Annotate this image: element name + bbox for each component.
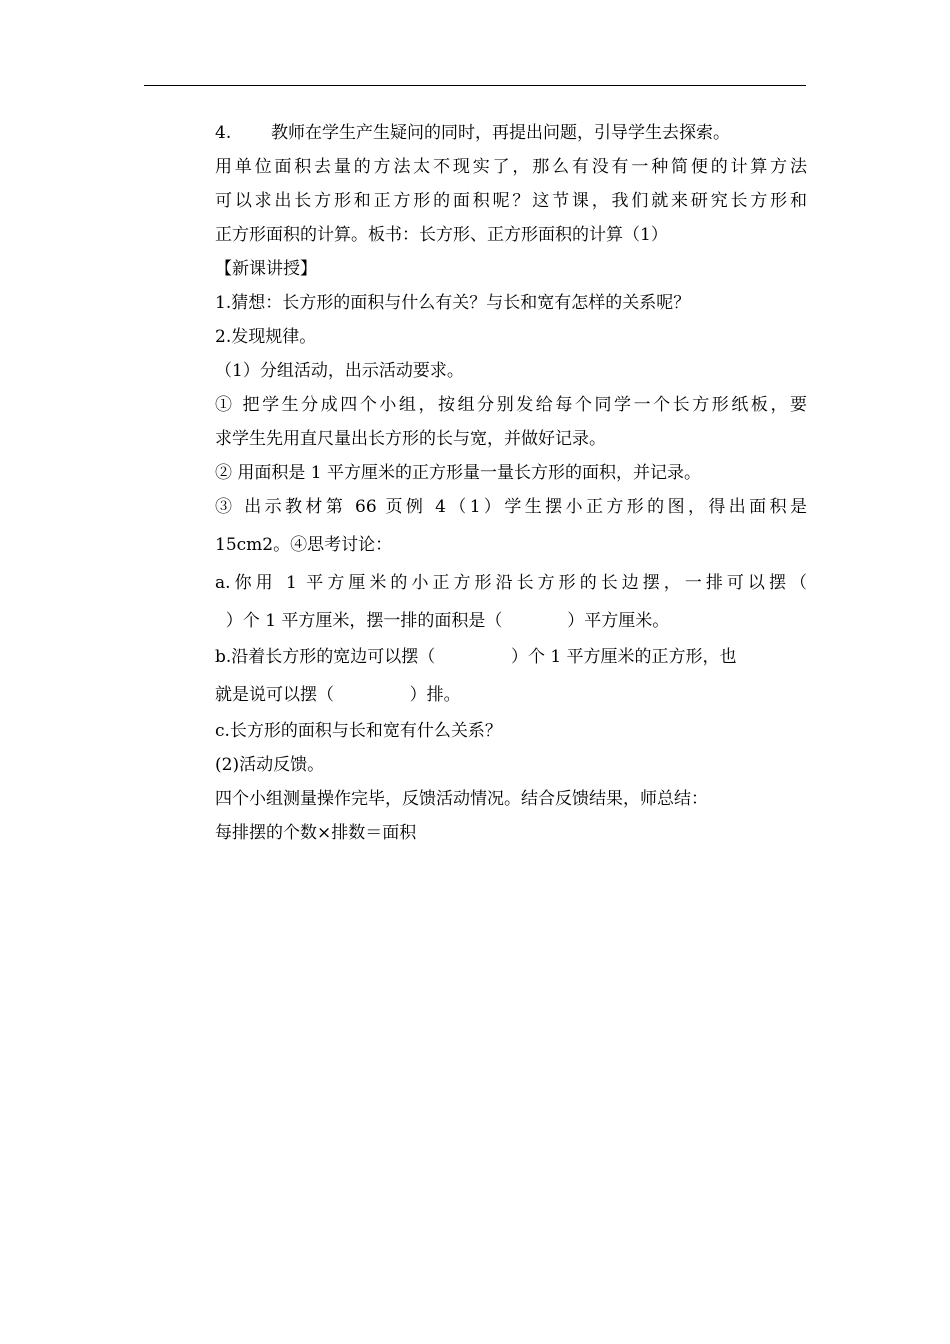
paragraph-line-19: (2)活动反馈。 [215, 755, 325, 775]
paragraph-line-4: 正方形面积的计算。板书：长方形、正方形面积的计算（1） [215, 225, 668, 245]
paragraph-line-3: 可以求出长方形和正方形的面积呢？这节课，我们就来研究长方形和 [215, 191, 807, 211]
paragraph-line-16: b.沿着长方形的宽边可以摆（ ）个 1 平方厘米的正方形，也 [215, 647, 737, 667]
header-rule [144, 85, 806, 86]
paragraph-line-11: ② 用面积是 1 平方厘米的正方形量一量长方形的面积，并记录。 [215, 463, 702, 483]
paragraph-line-9: ① 把学生分成四个小组，按组分别发给每个同学一个长方形纸板，要 [215, 395, 807, 415]
paragraph-line-10: 求学生先用直尺量出长方形的长与宽，并做好记录。 [215, 429, 606, 449]
paragraph-line-20: 四个小组测量操作完毕，反馈活动情况。结合反馈结果，师总结： [215, 789, 708, 809]
paragraph-line-14: a.你用 1 平方厘米的小正方形沿长方形的长边摆，一排可以摆（ [215, 573, 807, 593]
paragraph-line-18: c.长方形的面积与长和宽有什么关系？ [215, 721, 502, 741]
paragraph-text: 教师在学生产生疑问的同时，再提出问题，引导学生去探索。 [271, 123, 730, 143]
paragraph-line-2: 用单位面积去量的方法太不现实了，那么有没有一种简便的计算方法 [215, 157, 807, 177]
section-heading: 【新课讲授】 [215, 259, 317, 279]
paragraph-line-15: ）个 1 平方厘米，摆一排的面积是（ ）平方厘米。 [215, 611, 670, 631]
paragraph-line-21: 每排摆的个数×排数＝面积 [215, 823, 417, 843]
document-body [215, 122, 807, 856]
list-number: 4. [215, 123, 232, 143]
paragraph-line-6: 1.猜想：长方形的面积与什么有关？与长和宽有怎样的关系呢？ [215, 293, 691, 313]
paragraph-line-8: （1）分组活动，出示活动要求。 [215, 361, 464, 381]
paragraph-line-17: 就是说可以摆（ ）排。 [215, 685, 461, 705]
paragraph-line-7: 2.发现规律。 [215, 327, 317, 347]
paragraph-line-13: 15cm2。④思考讨论： [215, 535, 393, 555]
paragraph-line-12: ③ 出示教材第 66 页例 4（1）学生摆小正方形的图，得出面积是 [215, 497, 807, 517]
paragraph-line-1 [215, 122, 807, 144]
